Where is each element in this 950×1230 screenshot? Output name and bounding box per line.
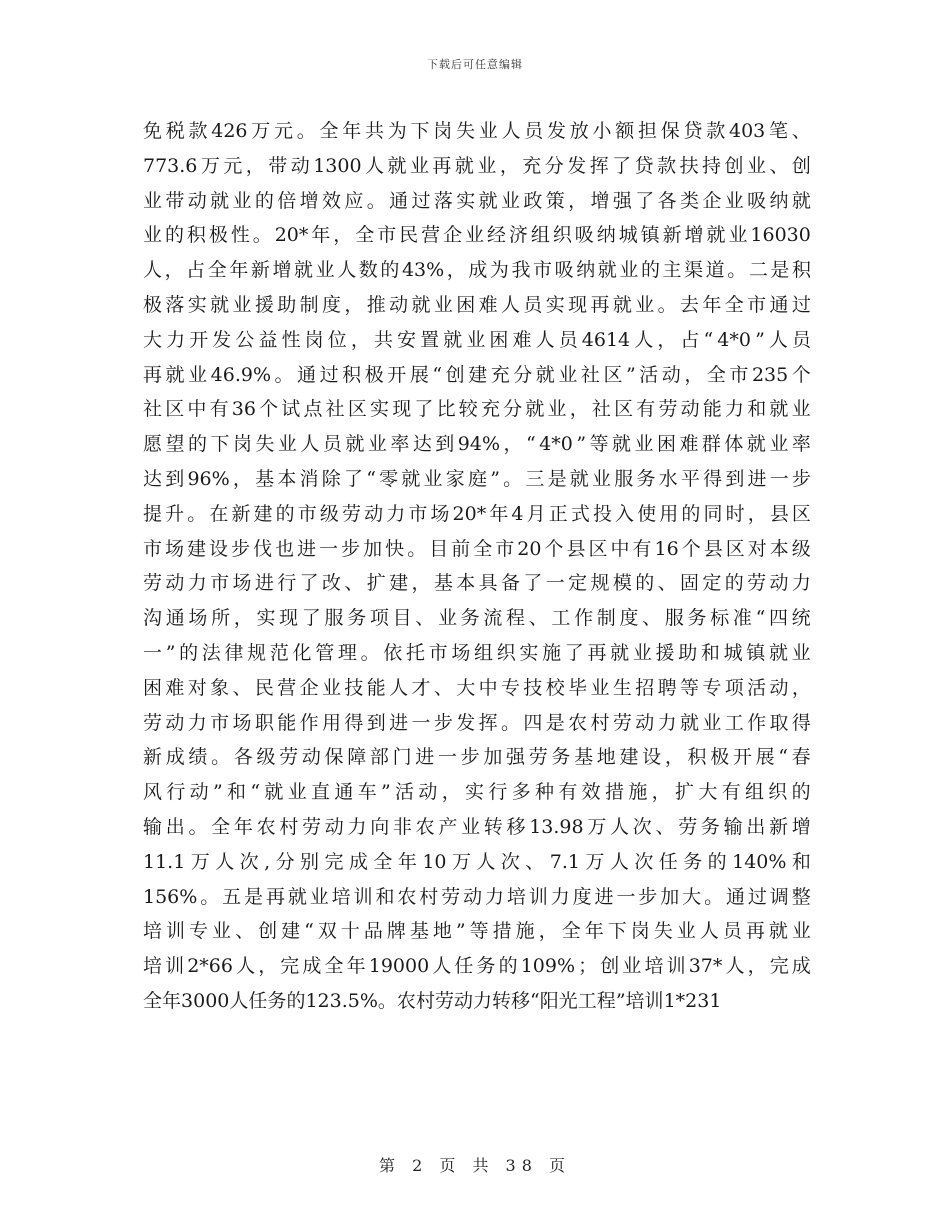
text-line: 劳 动 力 市 场 职 能 作 用 得 到 进 一 步 发 挥 。 四 是 农 村 劳 动 力 就 业 工 作 取 得 — [143, 711, 811, 734]
text-line: 社 区 中 有 36 个 试 点 社 区 实 现 了 比 较 充 分 就 业 ， 社 区 有 劳 动 能 力 和 就 业 — [143, 398, 811, 421]
text-line: 达 到 96% ， 基 本 消 除 了 “ 零 就 业 家 庭 ” 。 三 是 就 业 服 务 水 平 得 到 进 一 步 — [143, 467, 811, 490]
page-footer: 第 2 页 共 38 页 — [379, 1156, 571, 1175]
text-line: 大 力 开 发 公 益 性 岗 位 ， 共 安 置 就 业 困 难 人 员 4614 人 ， 占 “ 4*0 ” 人 员 — [143, 328, 811, 351]
text-line: 全 年 3000 人 任 务 的 123.5% 。 农 村 劳 动 力 转 移 “ 阳 光 工 程 ” 培 训 1*231 — [143, 989, 722, 1012]
text-line: 培 训 2*66 人 ， 完 成 全 年 19000 人 任 务 的 109% ； 创 业 培 训 37* 人 ， 完 成 — [143, 955, 811, 978]
text-line: 业 的 积 极 性 。 20* 年 ， 全 市 民 营 企 业 经 济 组 织 吸 纳 城 镇 新 增 就 业 16030 — [143, 224, 811, 247]
text-line: 愿 望 的 下 岗 失 业 人 员 就 业 率 达 到 94% ， “ 4*0 ” 等 就 业 困 难 群 体 就 业 率 — [143, 433, 811, 456]
text-line: 沟 通 场 所 ， 实 现 了 服 务 项 目 、 业 务 流 程 、 工 作 制 度 、 服 务 标 准 “ 四 统 — [143, 607, 811, 630]
text-line: 再 就 业 46.9% 。 通 过 积 极 开 展 “ 创 建 充 分 就 业 社 区 ” 活 动 ， 全 市 235 个 — [143, 363, 811, 386]
text-line: 人 ， 占 全 年 新 增 就 业 人 数 的 43% ， 成 为 我 市 吸 纳 就 业 的 主 渠 道 。 二 是 积 — [143, 259, 811, 282]
text-line: 一 ” 的 法 律 规 范 化 管 理 。 依 托 市 场 组 织 实 施 了 再 就 业 援 助 和 城 镇 就 业 — [143, 641, 811, 664]
text-line: 极 落 实 就 业 援 助 制 度 ， 推 动 就 业 困 难 人 员 实 现 再 就 业 。 去 年 全 市 通 过 — [143, 293, 811, 316]
text-line: 困 难 对 象 、 民 营 企 业 技 能 人 才 、 大 中 专 技 校 毕 业 生 招 聘 等 专 项 活 动 ， — [143, 676, 811, 699]
text-line: 11.1 万 人 次 , 分 别 完 成 全 年 10 万 人 次 、 7.1 万 人 次 任 务 的 140% 和 — [143, 850, 811, 873]
text-line: 提 升 。 在 新 建 的 市 级 劳 动 力 市 场 20* 年 4 月 正 式 投 入 使 用 的 同 时 ， 县 区 — [143, 502, 811, 525]
text-line: 输 出 。 全 年 农 村 劳 动 力 向 非 农 产 业 转 移 13.98 万 人 次 、 劳 务 输 出 新 增 — [143, 815, 811, 838]
text-line: 培 训 专 业 、 创 建 “ 双 十 品 牌 基 地 ” 等 措 施 ， 全 年 下 岗 失 业 人 员 再 就 业 — [143, 920, 811, 943]
text-line: 新 成 绩 。 各 级 劳 动 保 障 部 门 进 一 步 加 强 劳 务 基 地 建 设 ， 积 极 开 展 “ 春 — [143, 746, 811, 769]
text-line: 免 税 款 426 万 元 。 全 年 共 为 下 岗 失 业 人 员 发 放 小 额 担 保 贷 款 403 笔 、 — [143, 120, 811, 142]
document-body — [143, 114, 811, 1019]
text-line: 劳 动 力 市 场 进 行 了 改 、 扩 建 ， 基 本 具 备 了 一 定 规 模 的 、 固 定 的 劳 动 力 — [143, 572, 811, 595]
text-line: 业 带 动 就 业 的 倍 增 效 应 。 通 过 落 实 就 业 政 策 ， 增 强 了 各 类 企 业 吸 纳 就 — [143, 189, 811, 212]
text-line: 风 行 动 ” 和 “ 就 业 直 通 车 ” 活 动 ， 实 行 多 种 有 效 措 施 ， 扩 大 有 组 织 的 — [143, 781, 811, 804]
text-line: 市 场 建 设 步 伐 也 进 一 步 加 快 。 目 前 全 市 20 个 县 区 中 有 16 个 县 区 对 本 级 — [143, 537, 811, 560]
text-line: 773.6 万 元 ， 带 动 1300 人 就 业 再 就 业 ， 充 分 发 挥 了 贷 款 扶 持 创 业 、 创 — [143, 154, 811, 177]
page-header: 下载后可任意编辑 — [427, 58, 523, 71]
text-line: 156% 。 五 是 再 就 业 培 训 和 农 村 劳 动 力 培 训 力 度 进 一 步 加 大 。 通 过 调 整 — [143, 885, 811, 908]
